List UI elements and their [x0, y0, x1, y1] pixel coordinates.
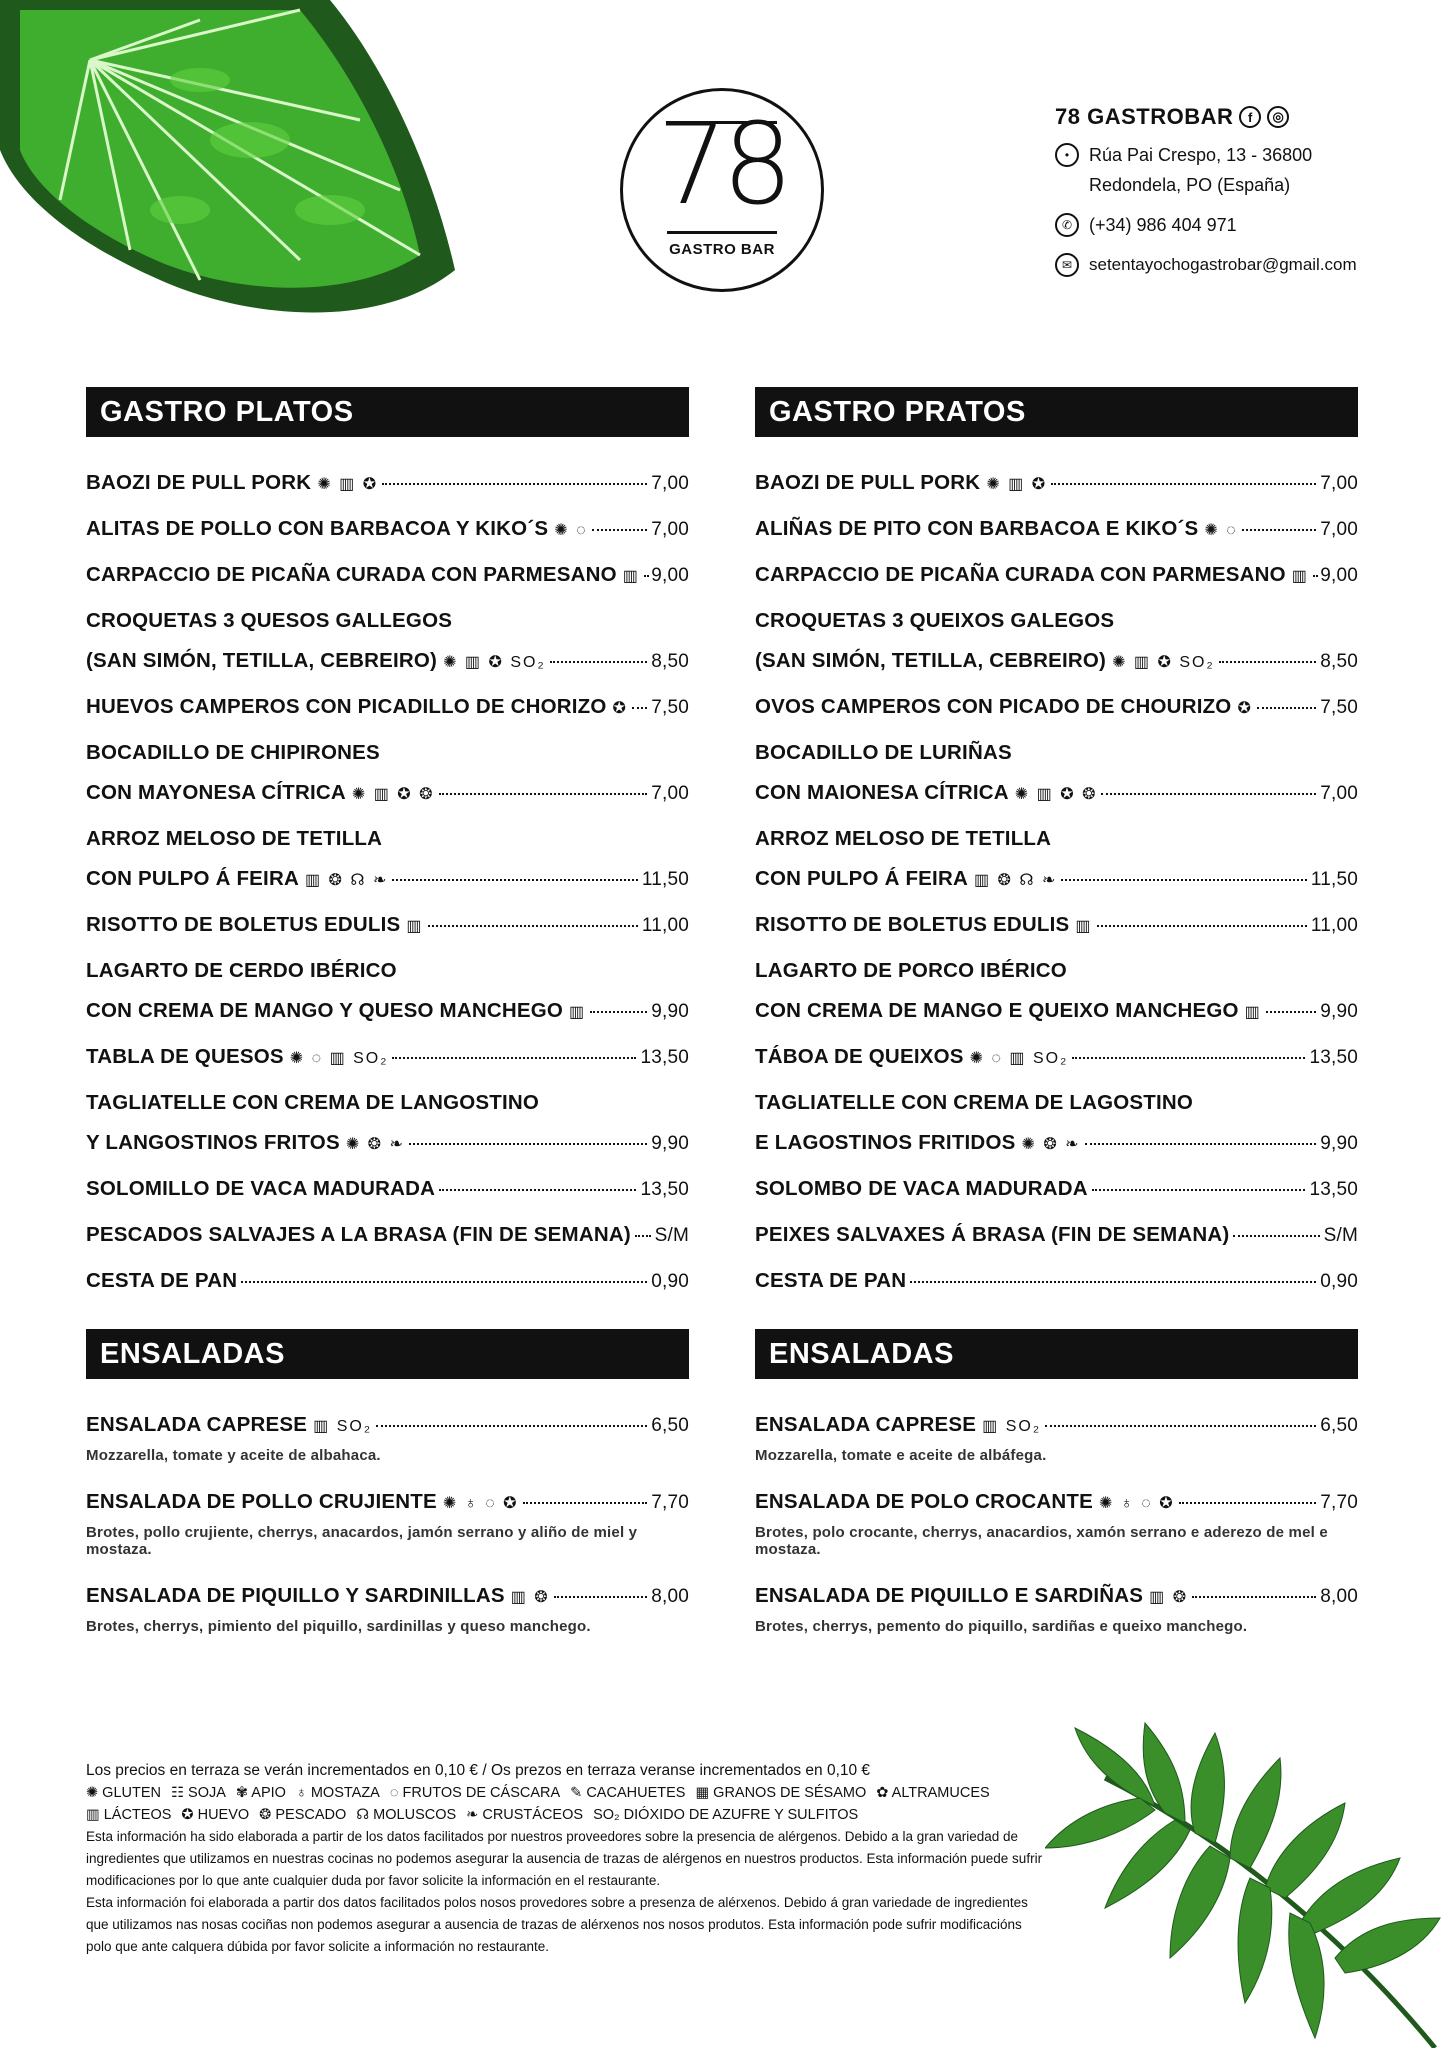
allergen-icons: ▥ SO₂ [982, 1418, 1042, 1435]
salad-price: 6,50 [651, 1415, 689, 1436]
menu-item-line [86, 741, 689, 765]
menu-item [755, 695, 1358, 719]
dot-leader [241, 1280, 647, 1283]
dish-name: RISOTTO DE BOLETUS EDULIS [86, 913, 401, 936]
dish-price: 7,00 [1320, 473, 1358, 494]
salad-description: Mozzarella, tomate y aceite de albahaca. [86, 1447, 381, 1464]
dot-leader [392, 878, 637, 881]
menu-item [86, 517, 689, 541]
menu-item-line [755, 1223, 1358, 1247]
allergen-icons: ✺ ♁ ◌ ✪ [1098, 1495, 1175, 1512]
dish-price: 7,00 [651, 473, 689, 494]
dish-price: 7,00 [1320, 519, 1358, 540]
dot-leader [1219, 660, 1317, 663]
dish-price: 7,50 [1320, 697, 1358, 718]
dish-name: CON PULPO Á FEIRA [755, 867, 968, 890]
dish-name: CARPACCIO DE PICAÑA CURADA CON PARMESANO [755, 563, 1286, 586]
dish-price: 9,90 [1320, 1133, 1358, 1154]
dish-name: HUEVOS CAMPEROS CON PICADILLO DE CHORIZO [86, 695, 607, 718]
allergen-icons: ▥ [569, 1004, 587, 1021]
dish-price: 7,00 [1320, 783, 1358, 804]
dish-name: (SAN SIMÓN, TETILLA, CEBREIRO) [86, 649, 438, 672]
allergen-legend-entry: ◌ FRUTOS DE CÁSCARA [389, 1785, 561, 1801]
dish-name: E LAGOSTINOS FRITIDOS [755, 1131, 1016, 1154]
dish-name: SOLOMBO DE VACA MADURADA [755, 1177, 1088, 1200]
address-line-2: Redondela, PO (España) [1089, 175, 1291, 195]
menu-item-line [86, 471, 689, 495]
dish-name: CON CREMA DE MANGO Y QUESO MANCHEGO [86, 999, 564, 1022]
dish-name: TAGLIATELLE CON CREMA DE LAGOSTINO [755, 1091, 1194, 1114]
dish-price: 9,90 [1320, 1001, 1358, 1022]
menu-item-line [86, 517, 689, 541]
address-line-1: Rúa Pai Crespo, 13 - 36800 [1089, 145, 1313, 165]
dot-leader [632, 706, 647, 709]
allergen-icons: ▥ [1291, 568, 1309, 585]
dish-name: CARPACCIO DE PICAÑA CURADA CON PARMESANO [86, 563, 617, 586]
menu-item-line [755, 999, 1358, 1023]
salad-item [755, 1584, 1358, 1635]
dot-leader [1192, 1595, 1316, 1598]
salad-item [755, 1490, 1358, 1558]
menu-item-line [755, 741, 1358, 765]
section-header-pratos: GASTRO PRATOS [755, 387, 1358, 437]
logo-subtitle: GASTRO BAR [669, 241, 775, 258]
allergen-legend-entry: ☷ SOJA [171, 1785, 226, 1801]
dish-price: S/M [1323, 1225, 1358, 1246]
allergen-icons: ✺ ❂ ❧ [1021, 1136, 1081, 1153]
dot-leader [1092, 1188, 1306, 1191]
allergen-legend-entry: ✾ APIO [235, 1785, 286, 1801]
allergen-icons: ✺ ▥ ✪ [986, 476, 1048, 493]
dish-price: 0,90 [651, 1271, 689, 1292]
allergen-icons: ▥ [622, 568, 640, 585]
salad-item [86, 1490, 689, 1558]
dish-name: Y LANGOSTINOS FRITOS [86, 1131, 340, 1154]
allergen-icons: ✪ [612, 700, 628, 717]
dot-leader [590, 1010, 647, 1013]
salad-name: ENSALADA DE PIQUILLO E SARDIÑAS [755, 1584, 1144, 1607]
menu-item-line [755, 827, 1358, 851]
menu-item-line [86, 1045, 689, 1069]
menu-item [755, 1045, 1358, 1069]
address-row [1055, 140, 1357, 200]
allergen-legend-entry: ☊ MOLUSCOS [356, 1807, 457, 1823]
menu-item-line [86, 609, 689, 633]
allergen-icons: ✺ ▥ ✪ SO₂ [1112, 654, 1215, 671]
allergen-icons: ▥ ❂ [510, 1589, 550, 1606]
menu-item [86, 1177, 689, 1201]
menu-item-line [755, 471, 1358, 495]
menu-item-line [86, 563, 689, 587]
allergen-legend-row-2 [86, 1804, 1046, 1826]
dish-price: 7,00 [651, 519, 689, 540]
dish-name: CESTA DE PAN [86, 1269, 238, 1292]
dot-leader [1061, 878, 1306, 881]
salad-price: 7,70 [651, 1492, 689, 1513]
menu-item-line [86, 1413, 689, 1437]
salad-name: ENSALADA DE POLO CROCANTE [755, 1490, 1093, 1513]
contact-name: 78 GASTROBAR [1055, 104, 1234, 129]
menu-item-line [755, 1091, 1358, 1115]
menu-item [86, 609, 689, 673]
dish-price: 9,90 [651, 1001, 689, 1022]
section-header-ensaladas: ENSALADAS [755, 1329, 1358, 1379]
dot-leader [635, 1234, 651, 1237]
dish-price: 7,50 [651, 697, 689, 718]
allergen-icons: ✺ ❂ ❧ [345, 1136, 405, 1153]
menu-item [755, 913, 1358, 937]
dish-name: SOLOMILLO DE VACA MADURADA [86, 1177, 436, 1200]
salad-name: ENSALADA DE POLLO CRUJIENTE [86, 1490, 437, 1513]
salad-name: ENSALADA CAPRESE [755, 1413, 977, 1436]
allergen-legend-entry: ✪ HUEVO [181, 1807, 250, 1823]
menu-item-line [755, 1131, 1358, 1155]
terrace-price-note: Los precios en terraza se verán incrementados en 0,10 € / Os prezos en terraza veranse incrementados en 0,10 € [86, 1762, 871, 1779]
menu-item [755, 1223, 1358, 1247]
dot-leader [1101, 792, 1316, 795]
menu-item-line [755, 1490, 1358, 1514]
dish-name: LAGARTO DE CERDO IBÉRICO [86, 959, 397, 982]
dish-name: CROQUETAS 3 QUEIXOS GALEGOS [755, 609, 1115, 632]
dish-name: ALITAS DE POLLO CON BARBACOA Y KIKO´S [86, 517, 549, 540]
monstera-leaf-illustration [0, 0, 470, 330]
dish-name: ALIÑAS DE PITO CON BARBACOA E KIKO´S [755, 517, 1199, 540]
dot-leader [644, 574, 647, 577]
allergen-legend-entry: ▥ LÁCTEOS [86, 1807, 172, 1823]
dot-leader [1242, 528, 1316, 531]
menu-item [86, 695, 689, 719]
salad-price: 6,50 [1320, 1415, 1358, 1436]
dot-leader [1051, 482, 1316, 485]
dish-price: 9,90 [651, 1133, 689, 1154]
allergen-icons: ✺ ▥ ✪ ❂ [1014, 786, 1098, 803]
allergen-footer [86, 1760, 1046, 1958]
menu-item-line [755, 867, 1358, 891]
menu-item [755, 609, 1358, 673]
dish-price: 13,50 [640, 1179, 689, 1200]
dish-name: ARROZ MELOSO DE TETILLA [755, 827, 1052, 850]
menu-item-line [755, 649, 1358, 673]
contact-title-row [1055, 104, 1357, 130]
allergen-icons: ✺ ♁ ◌ ✪ [442, 1495, 519, 1512]
plates-list [86, 471, 689, 1293]
dish-price: 0,90 [1320, 1271, 1358, 1292]
menu-item-line [86, 1269, 689, 1293]
salad-description: Mozzarella, tomate e aceite de albáfega. [755, 1447, 1047, 1464]
dish-name: CON MAIONESA CÍTRICA [755, 781, 1009, 804]
salad-description: Brotes, polo crocante, cherrys, anacardios, xamón serrano e aderezo de mel e mostaza. [755, 1524, 1328, 1558]
dish-name: (SAN SIMÓN, TETILLA, CEBREIRO) [755, 649, 1107, 672]
dish-name: CON PULPO Á FEIRA [86, 867, 299, 890]
dish-price: 13,50 [1309, 1047, 1358, 1068]
email-address[interactable]: setentayochogastrobar@gmail.com [1089, 255, 1357, 274]
email-row [1055, 250, 1357, 280]
menu-item [86, 1269, 689, 1293]
menu-item [755, 827, 1358, 891]
allergen-legend-entry: ▦ GRANOS DE SÉSAMO [695, 1785, 867, 1801]
menu-item-line [86, 959, 689, 983]
location-pin-icon: • [1055, 143, 1079, 167]
dish-name: BAOZI DE PULL PORK [86, 471, 312, 494]
dot-leader [376, 1424, 647, 1427]
dish-price: 11,50 [1310, 869, 1358, 890]
dish-name: BAOZI DE PULL PORK [755, 471, 981, 494]
phone-row [1055, 210, 1357, 240]
menu-item-line [755, 517, 1358, 541]
dot-leader [439, 1188, 636, 1191]
menu-item [755, 563, 1358, 587]
menu-item-line [86, 867, 689, 891]
dot-leader [439, 792, 648, 795]
allergen-icons: ✺ ◌ [1204, 522, 1238, 539]
dot-leader [1313, 574, 1316, 577]
contact-block [1055, 104, 1357, 280]
menu-item-line [755, 695, 1358, 719]
salad-item [86, 1584, 689, 1635]
menu-item [755, 959, 1358, 1023]
salad-description: Brotes, cherrys, pimiento del piquillo, sardinillas y queso manchego. [86, 1618, 591, 1635]
section-header-platos: GASTRO PLATOS [86, 387, 689, 437]
facebook-icon[interactable]: f [1239, 106, 1261, 128]
menu-item-line [86, 1223, 689, 1247]
menu-item-line [755, 1584, 1358, 1608]
dish-name: BOCADILLO DE LURIÑAS [755, 741, 1012, 764]
salad-name: ENSALADA DE PIQUILLO Y SARDINILLAS [86, 1584, 505, 1607]
allergen-icons: ✺ ◌ [554, 522, 588, 539]
menu-item [86, 1045, 689, 1069]
allergen-icons: ✺ ▥ ✪ SO₂ [443, 654, 546, 671]
gastrobar-logo [620, 88, 824, 292]
dish-name: OVOS CAMPEROS CON PICADO DE CHOURIZO [755, 695, 1232, 718]
allergen-icons: ▥ SO₂ [313, 1418, 373, 1435]
menu-item [86, 959, 689, 1023]
salads-list [86, 1413, 689, 1635]
salad-item [755, 1413, 1358, 1464]
salad-price: 8,00 [651, 1586, 689, 1607]
dish-name: CON MAYONESA CÍTRICA [86, 781, 346, 804]
menu-column-galician [755, 387, 1358, 1635]
menu-item-line [86, 1490, 689, 1514]
menu-item-line [755, 959, 1358, 983]
allergen-legend-entry: ♁ MOSTAZA [295, 1785, 380, 1801]
plates-list [755, 471, 1358, 1293]
salads-list [755, 1413, 1358, 1635]
allergen-icons: ✺ ◌ ▥ SO₂ [969, 1050, 1069, 1067]
menu-item-line [755, 781, 1358, 805]
salad-price: 8,00 [1320, 1586, 1358, 1607]
allergen-legend-row-1 [86, 1782, 1046, 1804]
allergen-icons: ✪ [1237, 700, 1253, 717]
allergen-icons: ▥ [406, 918, 424, 935]
salad-description: Brotes, cherrys, pemento do piquillo, sardiñas e queixo manchego. [755, 1618, 1248, 1635]
salad-name: ENSALADA CAPRESE [86, 1413, 308, 1436]
dish-name: BOCADILLO DE CHIPIRONES [86, 741, 380, 764]
menu-item [755, 471, 1358, 495]
allergen-icons: ▥ ❂ ☊ ❧ [304, 872, 389, 889]
dot-leader [1257, 706, 1316, 709]
salad-description: Brotes, pollo crujiente, cherrys, anacardos, jamón serrano y aliño de miel y mostaza. [86, 1524, 638, 1558]
dish-name: TÁBOA DE QUEIXOS [755, 1045, 964, 1068]
menu-item-line [755, 1045, 1358, 1069]
allergen-icons: ✺ ▥ ✪ ❂ [351, 786, 435, 803]
menu-item-line [86, 1584, 689, 1608]
allergen-icons: ✺ ▥ ✪ [317, 476, 379, 493]
dot-leader [592, 528, 648, 531]
menu-item-line [755, 1177, 1358, 1201]
dot-leader [1072, 1056, 1305, 1059]
dot-leader [382, 482, 647, 485]
dot-leader [910, 1280, 1316, 1283]
menu-column-spanish [86, 387, 689, 1635]
dish-name: CESTA DE PAN [755, 1269, 907, 1292]
allergen-legend-entry: ✿ ALTRAMUCES [876, 1785, 990, 1801]
allergen-legend-entry: ✎ CACAHUETES [570, 1785, 686, 1801]
menu-item-line [86, 913, 689, 937]
salad-price: 7,70 [1320, 1492, 1358, 1513]
allergen-note-galician: Esta información foi elaborada a partir dos datos facilitados polos nosos provedores sobre a presenza de alérxenos. Debido á gran variedade de ingredientes que utilizamos nas nosas cociñas non podemos asegurar a ausencia de trazas de alérxenos nos nosos produtos. Esta información pode sufrir modificacións polo que ante calquera dúbida por favor solicite a información no restaurante. [86, 1895, 1028, 1954]
menu-item [755, 517, 1358, 541]
dish-name: CROQUETAS 3 QUESOS GALLEGOS [86, 609, 453, 632]
allergen-legend-entry: ❂ PESCADO [259, 1807, 347, 1823]
email-icon: ✉ [1055, 253, 1079, 277]
menu-item-line [86, 827, 689, 851]
instagram-icon[interactable]: ◎ [1267, 106, 1289, 128]
menu-item-line [755, 1413, 1358, 1437]
dish-name: TAGLIATELLE CON CREMA DE LANGOSTINO [86, 1091, 540, 1114]
dot-leader [554, 1595, 648, 1598]
menu-item [755, 1177, 1358, 1201]
menu-item [86, 827, 689, 891]
dot-leader [523, 1501, 648, 1504]
dish-price: 8,50 [651, 651, 689, 672]
allergen-icons: ▥ [1075, 918, 1093, 935]
menu-item [86, 1091, 689, 1155]
menu-item [86, 563, 689, 587]
dish-price: 11,00 [641, 915, 689, 936]
menu-item-line [755, 609, 1358, 633]
menu-item [86, 913, 689, 937]
dish-name: LAGARTO DE PORCO IBÉRICO [755, 959, 1067, 982]
menu-item-line [86, 999, 689, 1023]
dish-price: 13,50 [640, 1047, 689, 1068]
palm-leaf-illustration [1045, 1718, 1445, 2048]
menu-item [755, 741, 1358, 805]
allergen-icons: ✺ ◌ ▥ SO₂ [289, 1050, 389, 1067]
allergen-icons: ▥ ❂ ☊ ❧ [973, 872, 1058, 889]
dot-leader [428, 924, 638, 927]
dot-leader [1085, 1142, 1317, 1145]
dish-name: PESCADOS SALVAJES A LA BRASA (FIN DE SEMANA) [86, 1223, 631, 1246]
menu-item [86, 1223, 689, 1247]
menu-item-line [86, 1131, 689, 1155]
logo-bottom-bar [667, 231, 777, 234]
section-header-ensaladas: ENSALADAS [86, 1329, 689, 1379]
menu-item-line [86, 1177, 689, 1201]
menu-item [755, 1091, 1358, 1155]
dish-price: 11,00 [1310, 915, 1358, 936]
dot-leader [1045, 1424, 1316, 1427]
dish-price: 8,50 [1320, 651, 1358, 672]
logo-number: 78 [656, 100, 788, 230]
phone-number[interactable]: (+34) 986 404 971 [1089, 215, 1237, 235]
allergen-icons: ▥ ❂ [1149, 1589, 1189, 1606]
menu-item [755, 1269, 1358, 1293]
dish-name: ARROZ MELOSO DE TETILLA [86, 827, 383, 850]
dish-price: 11,50 [641, 869, 689, 890]
dot-leader [1266, 1010, 1316, 1013]
menu-item-line [755, 1269, 1358, 1293]
menu-item-line [86, 695, 689, 719]
dish-name: TABLA DE QUESOS [86, 1045, 284, 1068]
dot-leader [409, 1142, 647, 1145]
phone-icon: ✆ [1055, 213, 1079, 237]
dot-leader [1097, 924, 1307, 927]
dish-price: 9,00 [1320, 565, 1358, 586]
menu-item-line [86, 649, 689, 673]
menu-item-line [86, 781, 689, 805]
dish-name: PEIXES SALVAXES Á BRASA (FIN DE SEMANA) [755, 1223, 1230, 1246]
dish-name: CON CREMA DE MANGO E QUEIXO MANCHEGO [755, 999, 1239, 1022]
salad-item [86, 1413, 689, 1464]
dish-price: 13,50 [1309, 1179, 1358, 1200]
dot-leader [550, 660, 648, 663]
allergen-legend-entry: ✺ GLUTEN [86, 1785, 161, 1801]
allergen-legend-entry: SO₂ DIÓXIDO DE AZUFRE Y SULFITOS [593, 1807, 859, 1823]
allergen-note-spanish: Esta información ha sido elaborada a partir de los datos facilitados por nuestros proveedores sobre la presencia de alérgenos. Debido a la gran variedad de ingredientes que utilizamos en nuestras cocinas no podemos asegurar la ausencia de trazas de alérgenos en nuestros productos. Esta información puede sufrir modificaciones por lo que ante cualquier duda por favor solicite la información en el restaurante. [86, 1829, 1043, 1888]
menu-item-line [755, 913, 1358, 937]
menu-item [86, 471, 689, 495]
dish-price: S/M [654, 1225, 689, 1246]
menu-item [86, 741, 689, 805]
dot-leader [1179, 1501, 1317, 1504]
allergen-icons: ▥ [1244, 1004, 1262, 1021]
allergen-legend-entry: ❧ CRUSTÁCEOS [466, 1807, 584, 1823]
menu-item-line [755, 563, 1358, 587]
dot-leader [392, 1056, 636, 1059]
dish-price: 7,00 [651, 783, 689, 804]
dish-price: 9,00 [651, 565, 689, 586]
menu-item-line [86, 1091, 689, 1115]
dish-name: RISOTTO DE BOLETUS EDULIS [755, 913, 1070, 936]
dot-leader [1233, 1234, 1319, 1237]
